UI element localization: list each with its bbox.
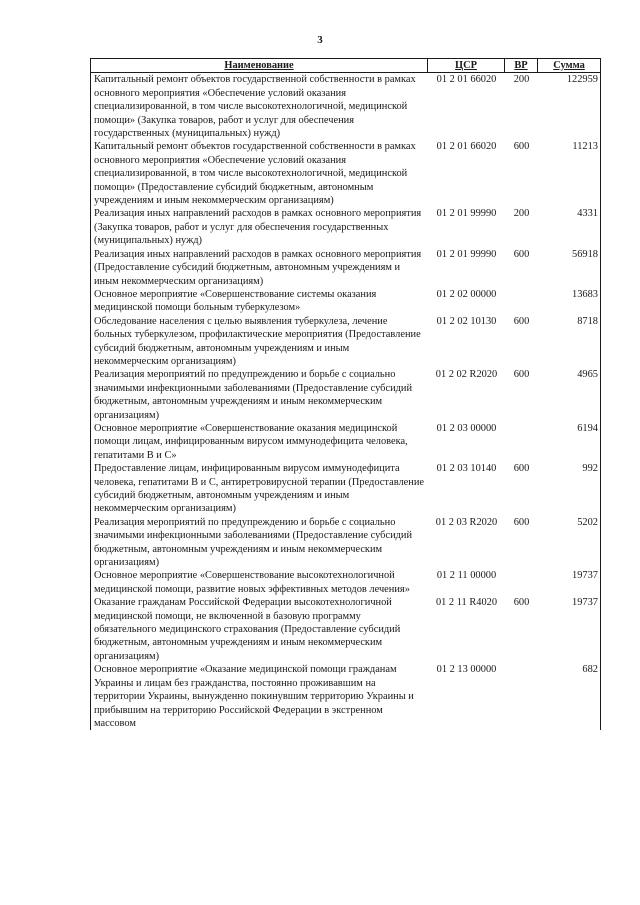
row-vr: 600 [513, 369, 530, 381]
table-body [91, 73, 601, 730]
table-row [91, 569, 601, 596]
row-csr: 01 2 03 10140 [436, 463, 497, 475]
row-sum: 4331 [538, 207, 601, 247]
row-csr: 01 2 01 99990 [436, 248, 497, 260]
row-sum: 8718 [538, 315, 601, 369]
row-vr [505, 288, 538, 315]
budget-table [90, 58, 601, 730]
row-vr: 600 [513, 516, 530, 528]
row-csr: 01 2 01 66020 [436, 74, 497, 86]
header-vr: ВР [505, 59, 538, 73]
row-sum: 992 [538, 462, 601, 516]
header-sum: Сумма [538, 59, 601, 73]
table-row [91, 516, 601, 570]
page-number: 3 [317, 34, 323, 46]
row-csr: 01 2 02 00000 [436, 288, 497, 300]
header-name: Наименование [91, 59, 428, 73]
row-csr: 01 2 03 00000 [436, 422, 497, 434]
table-row [91, 207, 601, 247]
row-sum: 5202 [538, 516, 601, 570]
row-name: Реализация мероприятий по предупреждению и борьбе с социально значимыми инфекционными заболеваниями (Предоставление субсидий бюджетным, автономным учреждениям и иным некоммерческим организациям) [91, 516, 428, 570]
row-vr [505, 569, 538, 596]
table-row [91, 368, 601, 422]
row-name: Реализация иных направлений расходов в рамках основного мероприятия (Предоставление субсидий бюджетным, автономным учреждениям и иным некоммерческим организациям) [91, 248, 428, 288]
row-sum: 4965 [538, 368, 601, 422]
row-vr: 600 [513, 315, 530, 327]
row-csr: 01 2 11 R4020 [435, 597, 498, 609]
row-name: Оказание гражданам Российской Федерации высокотехнологичной медицинской помощи, не включенной в базовую программу обязательного медицинского страхования (Предоставление субсидий бюджетным, автономным учреждениям и иным некоммерческим организациям) [91, 596, 428, 663]
row-sum: 19737 [538, 569, 601, 596]
row-name: Основное мероприятие «Совершенствование оказания медицинской помощи лицам, инфицированным вирусом иммунодефицита человека, гепатитами В и С» [91, 422, 428, 462]
table-row [91, 288, 601, 315]
row-sum: 122959 [538, 73, 601, 141]
row-sum: 19737 [538, 596, 601, 663]
row-vr: 200 [513, 208, 530, 220]
row-name: Капитальный ремонт объектов государственной собственности в рамках основного мероприятия «Обеспечение условий оказания специализированной, в том числе высокотехнологичной, медицинской помощи» (Закупка товаров, работ и услуг для обеспечения государственных (муниципальных) нужд) [91, 73, 428, 141]
row-csr: 01 2 02 10130 [436, 315, 497, 327]
row-vr: 600 [513, 597, 530, 609]
row-name: Реализация мероприятий по предупреждению и борьбе с социально значимыми инфекционными заболеваниями (Предоставление субсидий бюджетным, автономным учреждениям и иным некоммерческим организациям) [91, 368, 428, 422]
table-row [91, 596, 601, 663]
row-vr: 600 [513, 248, 530, 260]
table-row [91, 73, 601, 141]
row-sum: 682 [538, 663, 601, 730]
header-csr: ЦСР [428, 59, 505, 73]
row-vr: 200 [513, 74, 530, 86]
table-row [91, 248, 601, 288]
row-sum: 6194 [538, 422, 601, 462]
row-csr: 01 2 13 00000 [436, 664, 497, 676]
table-row [91, 462, 601, 516]
row-sum: 56918 [538, 248, 601, 288]
row-csr: 01 2 11 00000 [436, 570, 497, 582]
row-name: Капитальный ремонт объектов государственной собственности в рамках основного мероприятия «Обеспечение условий оказания специализированной, в том числе высокотехнологичной, медицинской помощи» (Предоставление субсидий бюджетным, автономным учреждениям и иным некоммерческим организациям) [91, 140, 428, 207]
row-name: Обследование населения с целью выявления туберкулеза, лечение больных туберкулезом, профилактические мероприятия (Предоставление субсидий бюджетным, автономным учреждениям и иным некоммерческим организациям) [91, 315, 428, 369]
row-vr: 600 [513, 463, 530, 475]
row-name: Реализация иных направлений расходов в рамках основного мероприятия (Закупка товаров, работ и услуг для обеспечения государственных (муниципальных) нужд) [91, 207, 428, 247]
row-csr: 01 2 03 R2020 [435, 516, 498, 528]
row-csr: 01 2 02 R2020 [435, 369, 498, 381]
table-row [91, 315, 601, 369]
row-name: Основное мероприятие «Совершенствование системы оказания медицинской помощи больным туберкулезом» [91, 288, 428, 315]
table-header [91, 59, 601, 73]
row-name: Основное мероприятие «Совершенствование высокотехнологичной медицинской помощи, развитие новых эффективных методов лечения» [91, 569, 428, 596]
table-row [91, 140, 601, 207]
row-vr: 600 [513, 141, 530, 153]
row-vr [505, 422, 538, 462]
header-row [91, 59, 601, 73]
row-csr: 01 2 01 66020 [436, 141, 497, 153]
row-vr [505, 663, 538, 730]
row-csr: 01 2 01 99990 [436, 208, 497, 220]
table-row [91, 422, 601, 462]
table-row [91, 663, 601, 730]
row-sum: 13683 [538, 288, 601, 315]
row-name: Предоставление лицам, инфицированным вирусом иммунодефицита человека, гепатитами В и С, антиретровирусной терапии (Предоставление субсидий бюджетным, автономным учреждениям и иным некоммерческим организациям) [91, 462, 428, 516]
row-name: Основное мероприятие «Оказание медицинской помощи гражданам Украины и лицам без гражданства, постоянно проживавшим на территории Украины, вынужденно покинувшим территорию Украины и прибывшим на территорию Российской Федерации в экстренном массовом [91, 663, 428, 730]
row-sum: 11213 [538, 140, 601, 207]
